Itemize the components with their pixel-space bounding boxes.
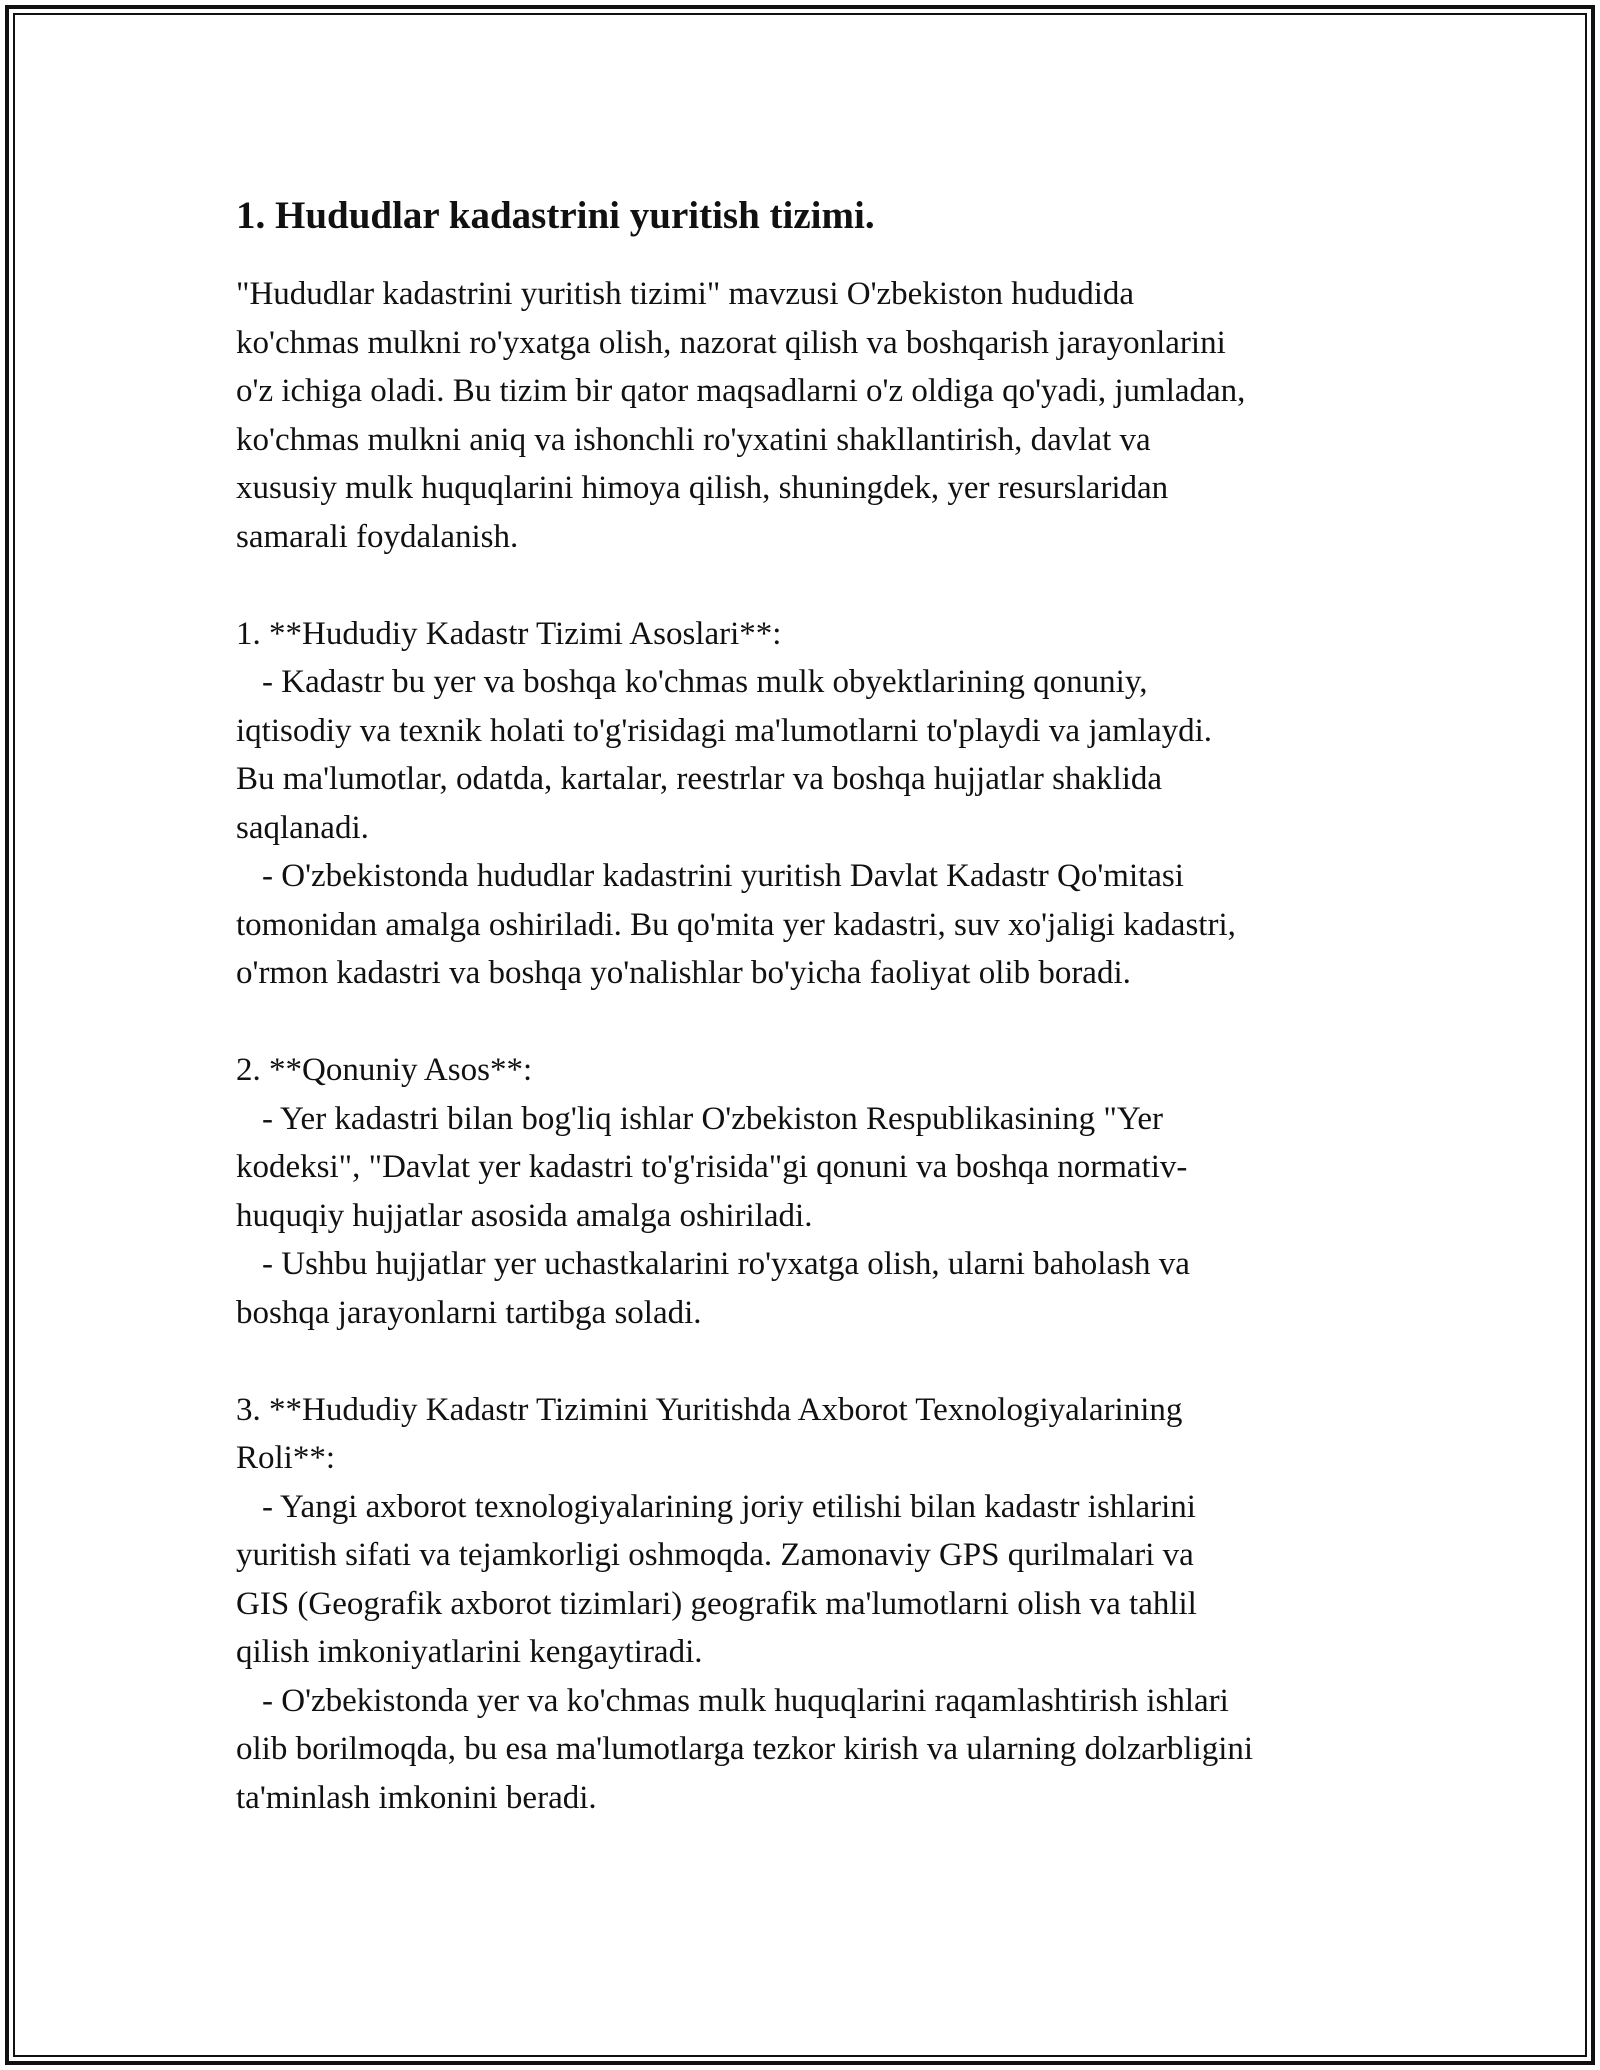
spacer bbox=[236, 998, 1386, 1047]
section-item-text: - Kadastr bu yer va boshqa ko'chmas mulk obyektlarining qonuniy, iqtisodiy va texnik holati to'g'risidagi ma'lumotlarni to'playdi va jamlaydi. Bu ma'lumotlar, odatda, kartalar, reestrlar va boshqa hujjatlar shaklida saqlanadi. bbox=[236, 664, 1213, 846]
section-item-text: - O'zbekistonda hududlar kadastrini yuritish Davlat Kadastr Qo'mitasi tomonidan amalga oshiriladi. Bu qo'mita yer kadastri, suv xo'jaligi kadastri, o'rmon kadastri va boshqa yo'nalishlar bo'yicha faoliyat olib boradi. bbox=[236, 858, 1236, 991]
section-item bbox=[236, 1483, 1386, 1677]
section-3 bbox=[236, 1386, 1386, 1823]
section-item bbox=[236, 1677, 1386, 1823]
section-item-text: - Yer kadastri bilan bog'liq ishlar O'zbekiston Respublikasining "Yer kodeksi", "Davlat yer kadastri to'g'risida"gi qonuni va boshqa normativ- huquqiy hujjatlar asosida amalga oshiriladi. bbox=[236, 1100, 1188, 1234]
section-title: 3. **Hududiy Kadastr Tizimini Yuritishda Axborot Texnologiyalarining Roli**: bbox=[236, 1391, 1183, 1476]
section-item bbox=[236, 658, 1386, 852]
intro-paragraph: "Hududlar kadastrini yuritish tizimi" mavzusi O'zbekiston hududida ko'chmas mulkni ro'yxatga olish, nazorat qilish va boshqarish jarayonlarini o'z ichiga oladi. Bu tizim bir qator maqsadlarni o'z oldiga qo'yadi, jumladan, ko'chmas mulkni aniq va ishonchli ro'yxatini shakllantirish, davlat va xususiy mulk huquqlarini himoya qilish, shuningdek, yer resurslaridan samarali foydalanish. bbox=[236, 276, 1246, 555]
section-item-text: - O'zbekistonda yer va ko'chmas mulk huquqlarini raqamlashtirish ishlari olib borilmoqda, bu esa ma'lumotlarga tezkor kirish va ularning dolzarbligini ta'minlash imkonini beradi. bbox=[236, 1682, 1254, 1816]
section-title: 2. **Qonuniy Asos**: bbox=[236, 1052, 533, 1088]
section-item-text: - Ushbu hujjatlar yer uchastkalarini ro'yxatga olish, ularni baholash va boshqa jarayonlarni tartibga soladi. bbox=[236, 1246, 1190, 1331]
spacer bbox=[236, 561, 1386, 610]
section-item bbox=[236, 1095, 1386, 1241]
section-item bbox=[236, 852, 1386, 998]
document-heading: 1. Hududlar kadastrini yuritish tizimi. bbox=[236, 194, 875, 237]
spacer bbox=[236, 1337, 1386, 1386]
document-page bbox=[236, 186, 1386, 1822]
section-item-text: - Yangi axborot texnologiyalarining joriy etilishi bilan kadastr ishlarini yuritish sifati va tejamkorligi oshmoqda. Zamonaviy GPS qurilmalari va GIS (Geografik axborot tizimlari) geografik ma'lumotlarni olish va tahlil qilish imkoniyatlarini kengaytiradi. bbox=[236, 1488, 1197, 1670]
section-2 bbox=[236, 1046, 1386, 1337]
section-title: 1. **Hududiy Kadastr Tizimi Asoslari**: bbox=[236, 615, 782, 652]
section-item bbox=[236, 1240, 1386, 1337]
section-1 bbox=[236, 610, 1386, 998]
